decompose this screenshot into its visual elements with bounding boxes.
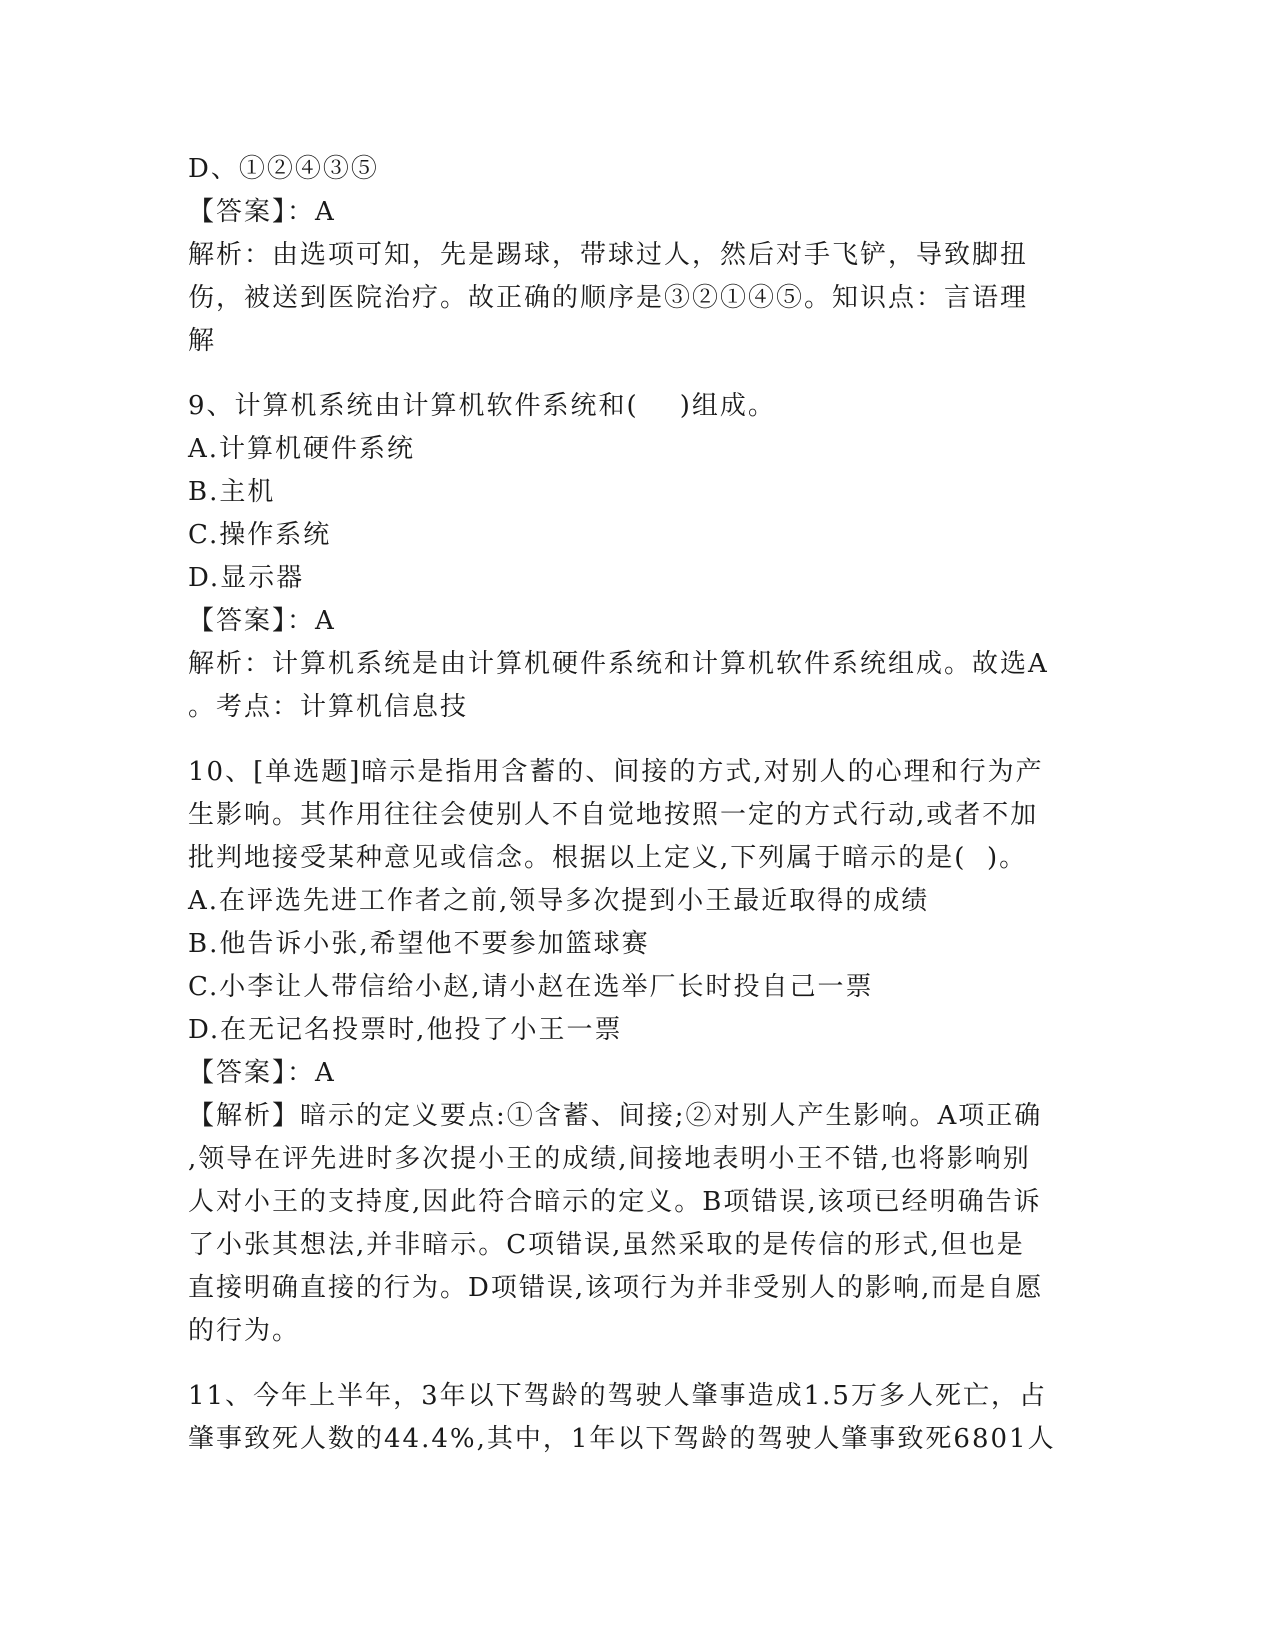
question-stem: 生影响。其作用往往会使别人不自觉地按照一定的方式行动,或者不加 [188, 800, 1039, 830]
explanation-line: 伤，被送到医院治疗。故正确的顺序是③②①④⑤。知识点：言语理 [188, 283, 1029, 313]
option-c: C.小李让人带信给小赵,请小赵在选举厂长时投自己一票 [188, 972, 874, 1002]
option-b: B.主机 [188, 477, 276, 507]
question-stem: 10、[单选题]暗示是指用含蓄的、间接的方式,对别人的心理和行为产 [188, 757, 1044, 787]
option-d: D.在无记名投票时,他投了小王一票 [188, 1015, 623, 1045]
question-11 [188, 1375, 1088, 1461]
explanation-line: 解析：由选项可知，先是踢球，带球过人，然后对手飞铲，导致脚扭 [188, 240, 1029, 270]
question-stem: 肇事致死人数的44.4%,其中，1年以下驾龄的驾驶人肇事致死6801人 [188, 1424, 1056, 1454]
explanation-line: 的行为。 [188, 1316, 301, 1346]
question-10 [188, 751, 1088, 1353]
explanation-line: 直接明确直接的行为。D项错误,该项行为并非受别人的影响,而是自愿 [188, 1273, 1044, 1303]
answer-line: 【答案】：A [188, 197, 336, 227]
answer-line: 【答案】：A [188, 606, 336, 636]
question-stem: 批判地接受某种意见或信念。根据以上定义,下列属于暗示的是( )。 [188, 843, 1028, 873]
option-d: D.显示器 [188, 563, 305, 593]
explanation-line: 人对小王的支持度,因此符合暗示的定义。B项错误,该项已经明确告诉 [188, 1187, 1042, 1217]
option-c: C.操作系统 [188, 520, 332, 550]
explanation-line: 。考点：计算机信息技 [188, 692, 469, 722]
explanation-line: ,领导在评先进时多次提小王的成绩,间接地表明小王不错,也将影响别 [188, 1144, 1031, 1174]
question-9 [188, 385, 1088, 729]
explanation-line: 解 [188, 326, 217, 356]
option-d: D、①②④③⑤ [188, 154, 379, 184]
explanation-line: 解析：计算机系统是由计算机硬件系统和计算机软件系统组成。故选A [188, 649, 1049, 679]
option-a: A.在评选先进工作者之前,领导多次提到小王最近取得的成绩 [188, 886, 930, 916]
option-a: A.计算机硬件系统 [188, 434, 416, 464]
question-stem: 9、计算机系统由计算机软件系统和( )组成。 [188, 391, 776, 421]
explanation-line: 【解析】暗示的定义要点:①含蓄、间接;②对别人产生影响。A项正确 [188, 1101, 1043, 1131]
answer-line: 【答案】：A [188, 1058, 336, 1088]
option-b: B.他告诉小张,希望他不要参加篮球赛 [188, 929, 650, 959]
document-content [188, 148, 1088, 1461]
question-stem: 11、今年上半年，3年以下驾龄的驾驶人肇事造成1.5万多人死亡，占 [188, 1381, 1047, 1411]
explanation-line: 了小张其想法,并非暗示。C项错误,虽然采取的是传信的形式,但也是 [188, 1230, 1025, 1260]
question-8-tail [188, 148, 1088, 363]
